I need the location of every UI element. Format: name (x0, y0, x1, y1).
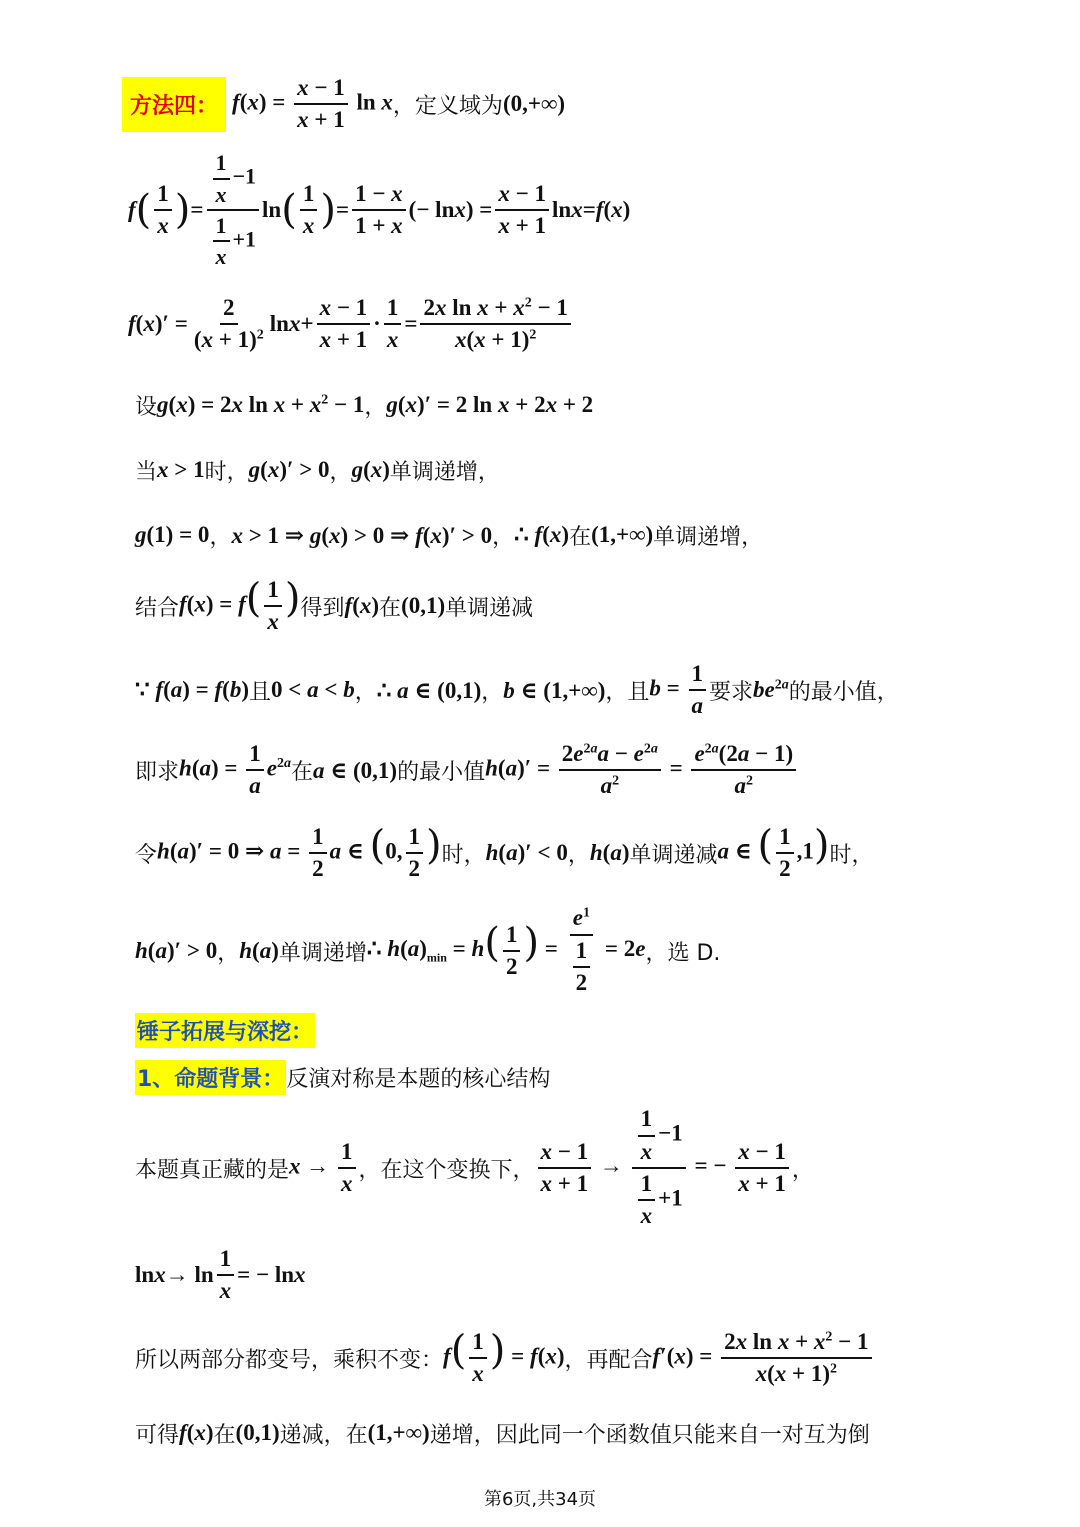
h-prefix: 即求 (135, 759, 180, 785)
combine-get: 得到 (300, 595, 345, 621)
ab-req: 要求 (709, 679, 754, 705)
bg-label: 1、命题背景： (135, 1060, 286, 1095)
g1-mid: ， (209, 524, 232, 550)
when-end: 单调递增， (389, 459, 500, 485)
ling-dec: 单调递减 (629, 842, 718, 868)
when-label: 当 (135, 459, 158, 485)
h-min: 的最小值 (397, 759, 486, 785)
ling-time: 时， (441, 842, 486, 868)
f-derivative-line: f ( x )′ = $\frac{2}{(x + 1)^2}$ ln x + $\frac{x - 1}{x + 1}$ · $\frac{1}{x}$ = $\frac{2x \ln x + x^2 - 1}{x(x + 1)^2}$ (128, 288, 574, 360)
g-sep: ， (364, 394, 387, 420)
bg-text: 反演对称是本题的核心结构 (286, 1066, 551, 1092)
section-title-line (135, 1013, 315, 1047)
final-choose: ，选 D. (645, 940, 721, 966)
g1-mid2: ， (492, 524, 515, 550)
ling-line: 令 h(a)′ = 0 ⇒ a = $\frac{1}{2}$ a ∈ (0, $\frac{1}{2}$ ) 时， h(a)′ < 0 ， h(a) 单调递减 a ∈ ( $\frac{1}{2}$ ,1) 时， (135, 822, 874, 881)
g-define-line: 设 g(x) = 2x $\ln x + x^2 - 1$ ， g(x)′ = 2 ln x + 2x + 2 (135, 385, 593, 425)
h-line: 即求 h(a) = $\frac{1}{a}$ $e^{2a}$ 在 a ∈ (0,1) 的最小值 h(a)′ = $\frac{2e^{2a}a - e^{2a}}{a^2}$ = $\frac{e^{2a}(2a - 1)}{a^2}$ (135, 737, 799, 803)
final-line: h(a)′ > 0 ， h(a) 单调递增 ∴ $h(a)_{min} = h$( $\frac{1}{2}$ ) = $\frac{e^1}{\frac{1}{2}}$ = 2e ，选 D. (135, 905, 721, 996)
hidden-end: ， (791, 1157, 814, 1183)
ab-end: 的最小值， (788, 679, 899, 705)
ling-label: 令 (135, 842, 158, 868)
method-line (122, 75, 565, 133)
combine-end: 单调递减 (445, 595, 534, 621)
formula-f-def: f(x) = $\frac{x - 1}{x + 1}$ ln x (232, 74, 393, 132)
h-in: 在 (290, 759, 313, 785)
g1-in: 在 (569, 524, 592, 550)
final-sep: ， (217, 940, 240, 966)
last-prefix: 可得 (135, 1422, 180, 1448)
ab-sep: ， (354, 679, 377, 705)
ab-and2: ，且 (605, 679, 650, 705)
ab-sep2: ， (481, 679, 504, 705)
ling-end: 时， (829, 842, 874, 868)
g1-line: g(1) = 0 ， x > 1 ⇒ g(x) > 0 ⇒ f(x)′ > 0 ， ∴ f(x) 在 (1,+∞) 单调递增， (135, 515, 763, 555)
page-number: 第6页,共34页 (483, 1489, 597, 1510)
final-inc: 单调递增 (278, 940, 367, 966)
sign-mid: ，再配合 (564, 1347, 653, 1373)
last-line: 可得 f(x) 在 (0,1) 递减，在 (1,+∞) 递增，因此同一个函数值只能来自一对互为倒 (135, 1413, 870, 1453)
hidden-prefix: 本题真正藏的是 (135, 1157, 290, 1183)
domain-interval: (0,+∞) (502, 91, 566, 116)
when-mid2: ， (329, 459, 352, 485)
sign-prefix: 所以两部分都变号，乘积不变： (135, 1347, 444, 1373)
hidden-mid: ，在这个变换下， (358, 1157, 535, 1183)
g-prefix: 设 (135, 394, 158, 420)
ln-transform-line: ln x → ln $\frac{1}{x}$ = − ln x (135, 1245, 306, 1303)
ab-and: 且 (249, 679, 272, 705)
section-title: 锤子拓展与深挖： (135, 1013, 315, 1048)
ling-sep: ， (567, 842, 590, 868)
hidden-line: 本题真正藏的是 x → $\frac{1}{x}$ ，在这个变换下， $\frac{x - 1}{x + 1}$ → $\frac{1}{x}$ −1 $\frac{1}{x}$ +1 = − $\frac{x - 1}{x + 1}$ ， (135, 1106, 814, 1229)
combine-label: 结合 (135, 595, 180, 621)
f-reciprocal-line: f ( $\frac{1}{x}$ ) = $\frac{1}{x}$ −1 $\frac{1}{x}$ +1 ln ( $\frac{1}{x}$ ) = $\frac{1 - x}{1 + x}$ (− ln x ) = $\frac{x - 1}{x + 1}$ ln x = f ( x ) (128, 150, 631, 270)
last-in: 在 (213, 1422, 236, 1448)
domain-text: ，定义域为 (392, 93, 503, 119)
last-dec: 递减，在 (279, 1422, 368, 1448)
last-inc: 递增，因此同一个函数值只能来自一对互为倒 (429, 1422, 870, 1448)
method-title: 方法四： (122, 77, 226, 132)
sign-line: 所以两部分都变号，乘积不变： f( $\frac{1}{x}$ ) = f(x) ，再配合 f′(x) = $\frac{2x \ln x + x^2 - 1}{x(x + 1)^2}$ (135, 1322, 875, 1394)
ab-line: ∵ f(a) = f(b) 且 0 < a < b ， ∴ a ∈ (0,1) ， b ∈ (1,+∞) ，且 b = $\frac{1}{a}$ 要求 $be^{2a}$ 的最小值， (135, 660, 899, 718)
combine-line: 结合 f(x) = f( $\frac{1}{x}$ ) 得到 f(x) 在 (0,1) 单调递减 (135, 575, 534, 634)
bg-line (135, 1060, 550, 1094)
g1-end: 单调递增， (653, 524, 764, 550)
combine-in: 在 (379, 595, 402, 621)
when-mid: 时， (204, 459, 249, 485)
g-monotone-line: 当 x > 1 时， g(x)′ > 0 ， g(x) 单调递增， (135, 450, 500, 490)
